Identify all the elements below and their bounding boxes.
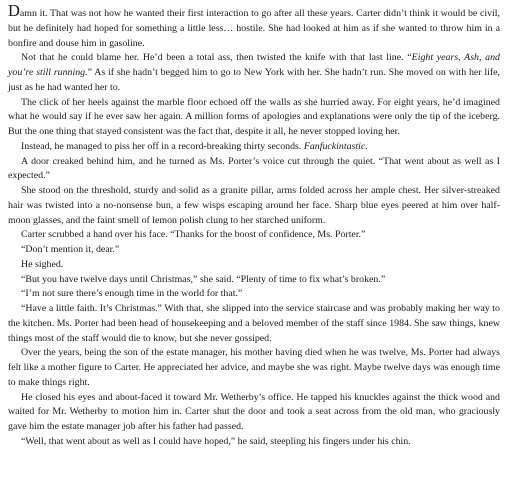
paragraph: [8, 228, 500, 243]
text-run: “Have a little faith. It’s Christmas.” With that, she slipped into the service staircase and was probably making her way to the kitchen. Ms. Porter had been head of housekeeping and a beloved member of the staff since 1984. She saw things, knew things most of the staff would die to know, but she never gossiped.: [8, 303, 500, 344]
paragraph: [8, 51, 500, 95]
paragraph: [8, 302, 500, 346]
paragraph: [8, 273, 500, 288]
italic-text: Fanfuckintastic.: [303, 140, 368, 152]
paragraph: [8, 391, 500, 435]
text-run: He sighed.: [21, 258, 64, 270]
text-run: “Don’t mention it, dear.”: [21, 244, 120, 255]
text-run: “Well, that went about as well as I could have hoped,” he said, steepling his fingers under his chin.: [21, 435, 411, 447]
paragraph: [8, 140, 500, 155]
paragraph: [8, 1, 500, 51]
paragraph: [8, 258, 500, 273]
paragraph: [8, 435, 500, 450]
text-run: A door creaked behind him, and he turned as Ms. Porter’s voice cut through the quiet. “That went about as well as I expected.”: [8, 155, 500, 182]
text-run: “I’m not sure there’s enough time in the world for that.”: [21, 288, 243, 300]
text-run: Carter scrubbed a hand over his face. “Thanks for the boost of confidence, Ms. Porter.”: [21, 229, 366, 241]
text-run: Instead, he managed to piss her off in a record-breaking thirty seconds.: [21, 140, 304, 152]
text-run: “But you have twelve days until Christmas,” she said. “Plenty of time to fix what’s broken.”: [21, 273, 386, 285]
text-run: She stood on the threshold, sturdy and solid as a granite pillar, arms folded across her ample chest. Her silver-streaked hair was twisted into a no-nonsense bun, a few wisps escaping around her face. Sharp blue eyes peered at him over half-moon glasses, and the faint smell of lemon polish clung to her starched uniform.: [8, 185, 500, 226]
text-run: The click of her heels against the marble floor echoed off the walls as she hurried away. For eight years, he’d imagined what he would say if he ever saw her again. A million forms of apologies and explanations were only the tip of the iceberg. But the one thing that stayed consistent was the fact that, despite it all, he never stopped loving her.: [8, 96, 500, 137]
paragraph: [8, 346, 500, 390]
drop-cap: D: [8, 1, 20, 20]
text-run: Not that he could blame her. He’d been a total ass, then twisted the knife with that last line. “: [21, 52, 412, 64]
text-run: He closed his eyes and about-faced it toward Mr. Wetherby’s office. He tapped his knuckles against the thick wood and waited for Mr. Wetherby to motion him in. Carter shut the door and took a seat across from the old man, who graciously gave him the estate manager job after his father had passed.: [8, 391, 500, 432]
paragraph: [8, 155, 500, 185]
body-text: [8, 1, 500, 450]
paragraph: [8, 96, 500, 140]
text-run: ” As if she hadn’t begged him to go to New York with her. She hadn’t run. She moved on with her life, just as he had wanted her to.: [8, 67, 500, 93]
paragraph: [8, 243, 500, 258]
paragraph: [8, 184, 500, 228]
text-run: amn it. That was not how he wanted their first interaction to go after all these years. Carter didn’t think it would be civil, but he definitely had hoped for something a little less… hostile. She had looked at him as if she wanted to throw him in a bonfire and douse him in gasoline.: [8, 8, 500, 49]
text-run: Over the years, being the son of the estate manager, his mother having died when he was twelve, Ms. Porter had always felt like a mother figure to Carter. He appreciated her advice, and maybe she was right. Maybe twelve days was enough time to make things right.: [8, 347, 500, 388]
italic-text: Eight years, Ash, and you’re still running.: [8, 52, 500, 78]
paragraph: [8, 287, 500, 302]
